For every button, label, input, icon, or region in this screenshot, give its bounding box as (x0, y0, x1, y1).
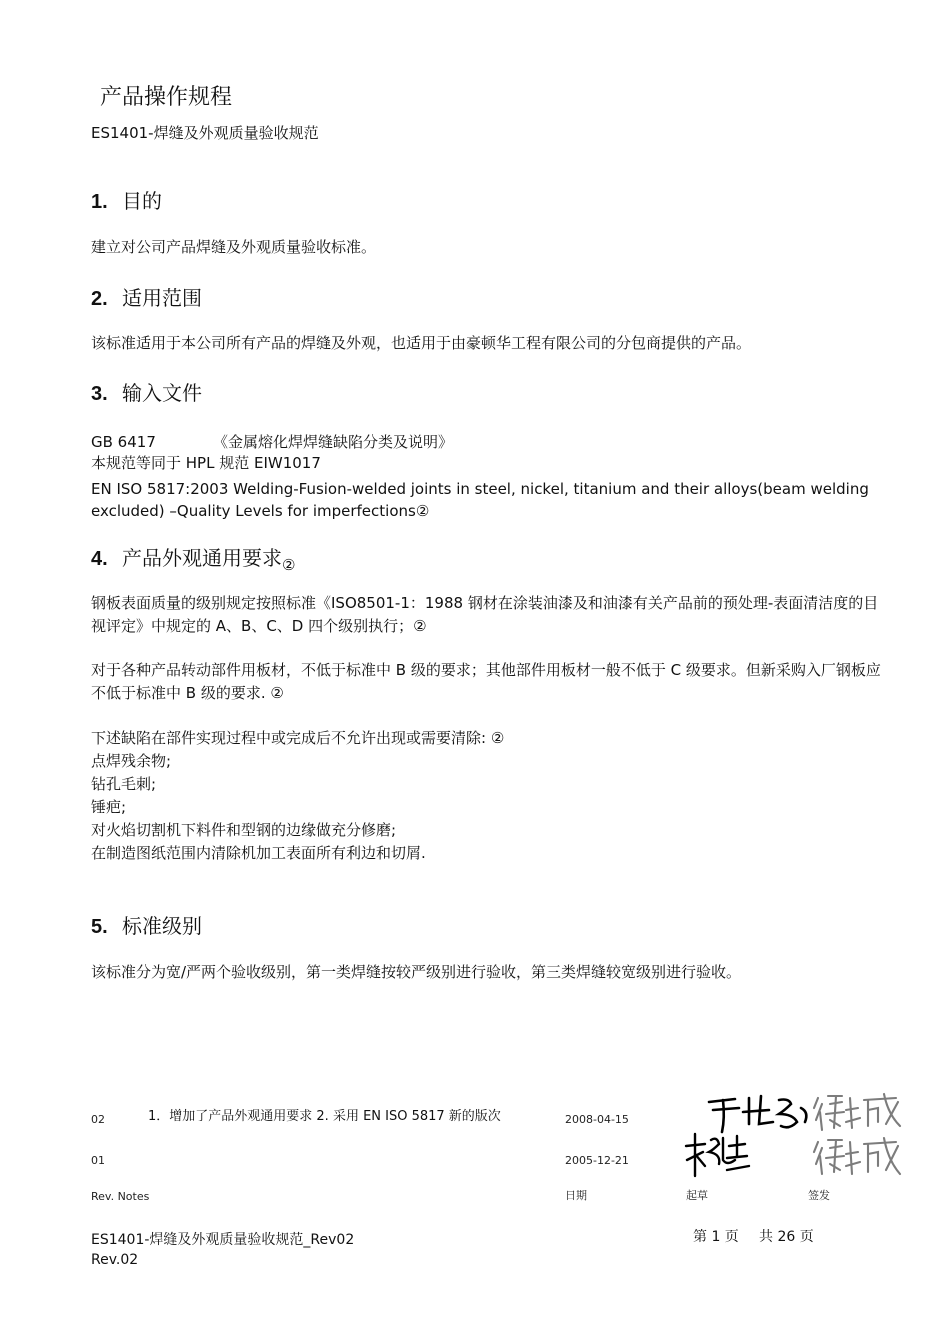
section-3-heading (91, 377, 202, 406)
rev-notes: 1．增加了产品外观通用要求 2. 采用 EN ISO 5817 新的版次 (148, 1109, 501, 1124)
rev-number: 01 (91, 1154, 105, 1167)
section-title: 标准级别 (122, 914, 202, 938)
section-number: 1. (91, 191, 108, 213)
signature-draft-01 (683, 1130, 751, 1180)
revision-mark: ② (282, 556, 296, 574)
section-1-body: 建立对公司产品焊缝及外观质量验收标准。 (91, 238, 377, 256)
ref-code: GB 6417 (91, 433, 156, 451)
rev-number: 02 (91, 1113, 105, 1126)
signature-approve-02 (812, 1090, 904, 1134)
hpl-note: 本规范等同于 HPL 规范 EIW1017 (91, 454, 321, 472)
section-5-heading (91, 910, 202, 939)
doc-subtitle: ES1401-焊缝及外观质量验收规范 (91, 124, 319, 142)
col-approve: 签发 (808, 1189, 830, 1202)
rev-date: 2005-12-21 (565, 1154, 629, 1167)
signature-approve-01 (812, 1134, 904, 1184)
requirement-para-1: 钢板表面质量的级别规定按照标准《ISO8501-1：1988 钢材在涂装油漆及和油漆有关产品前的预处理-表面清洁度的目视评定》中规定的 A、B、C、D 四个级别执行；② (91, 594, 879, 635)
section-1-heading (91, 185, 162, 214)
ref-title: 《金属熔化焊焊缝缺陷分类及说明》 (213, 433, 454, 451)
footer-rev: Rev.02 (91, 1252, 139, 1268)
col-rev-notes: Rev. Notes (91, 1190, 150, 1203)
section-title: 目的 (122, 189, 162, 213)
doc-title: 产品操作规程 (100, 85, 233, 110)
requirement-para-2: 对于各种产品转动部件用板材，不低于标准中 B 级的要求；其他部件用板材一般不低于 C 级要求。但新采购入厂钢板应不低于标准中 B 级的要求. ② (91, 661, 881, 702)
list-item: 在制造图纸范围内清除机加工表面所有利边和切屑. (91, 844, 426, 862)
input-file-en-iso: EN ISO 5817:2003 Welding-Fusion-welded joints in steel, nickel, titanium and their alloys(beam welding excluded) –Quality Levels for imperfections② (91, 480, 869, 520)
section-2-body: 该标准适用于本公司所有产品的焊缝及外观，也适用于由豪顿华工程有限公司的分包商提供的产品。 (91, 334, 752, 352)
rev-date: 2008-04-15 (565, 1113, 629, 1126)
list-item: 对火焰切割机下料件和型钢的边缘做充分修磨; (91, 821, 397, 839)
defect-list-intro: 下述缺陷在部件实现过程中或完成后不允许出现或需要清除: ② (91, 729, 505, 747)
list-item: 锤疤; (91, 798, 127, 816)
footer-doc-name: ES1401-焊缝及外观质量验收规范_Rev02 (91, 1232, 355, 1248)
section-number: 4. (91, 548, 108, 570)
section-5-body: 该标准分为宽/严两个验收级别，第一类焊缝按较严级别进行验收，第三类焊缝较宽级别进行验收。 (91, 963, 742, 981)
section-title: 输入文件 (122, 381, 202, 405)
list-item: 钻孔毛刺; (91, 775, 157, 793)
section-2-heading (91, 282, 202, 311)
list-item: 点焊残余物; (91, 752, 172, 770)
input-file-gb (91, 431, 453, 453)
section-number: 3. (91, 383, 108, 405)
col-draft: 起草 (686, 1189, 708, 1202)
footer-page-number: 第 1 页 (693, 1229, 739, 1245)
section-4-heading (91, 542, 296, 574)
section-number: 5. (91, 916, 108, 938)
defect-list (91, 727, 504, 865)
section-title: 产品外观通用要求 (122, 546, 282, 570)
section-title: 适用范围 (122, 286, 202, 310)
col-date: 日期 (565, 1189, 587, 1202)
section-number: 2. (91, 288, 108, 310)
footer-page-total: 共 26 页 (759, 1229, 814, 1245)
